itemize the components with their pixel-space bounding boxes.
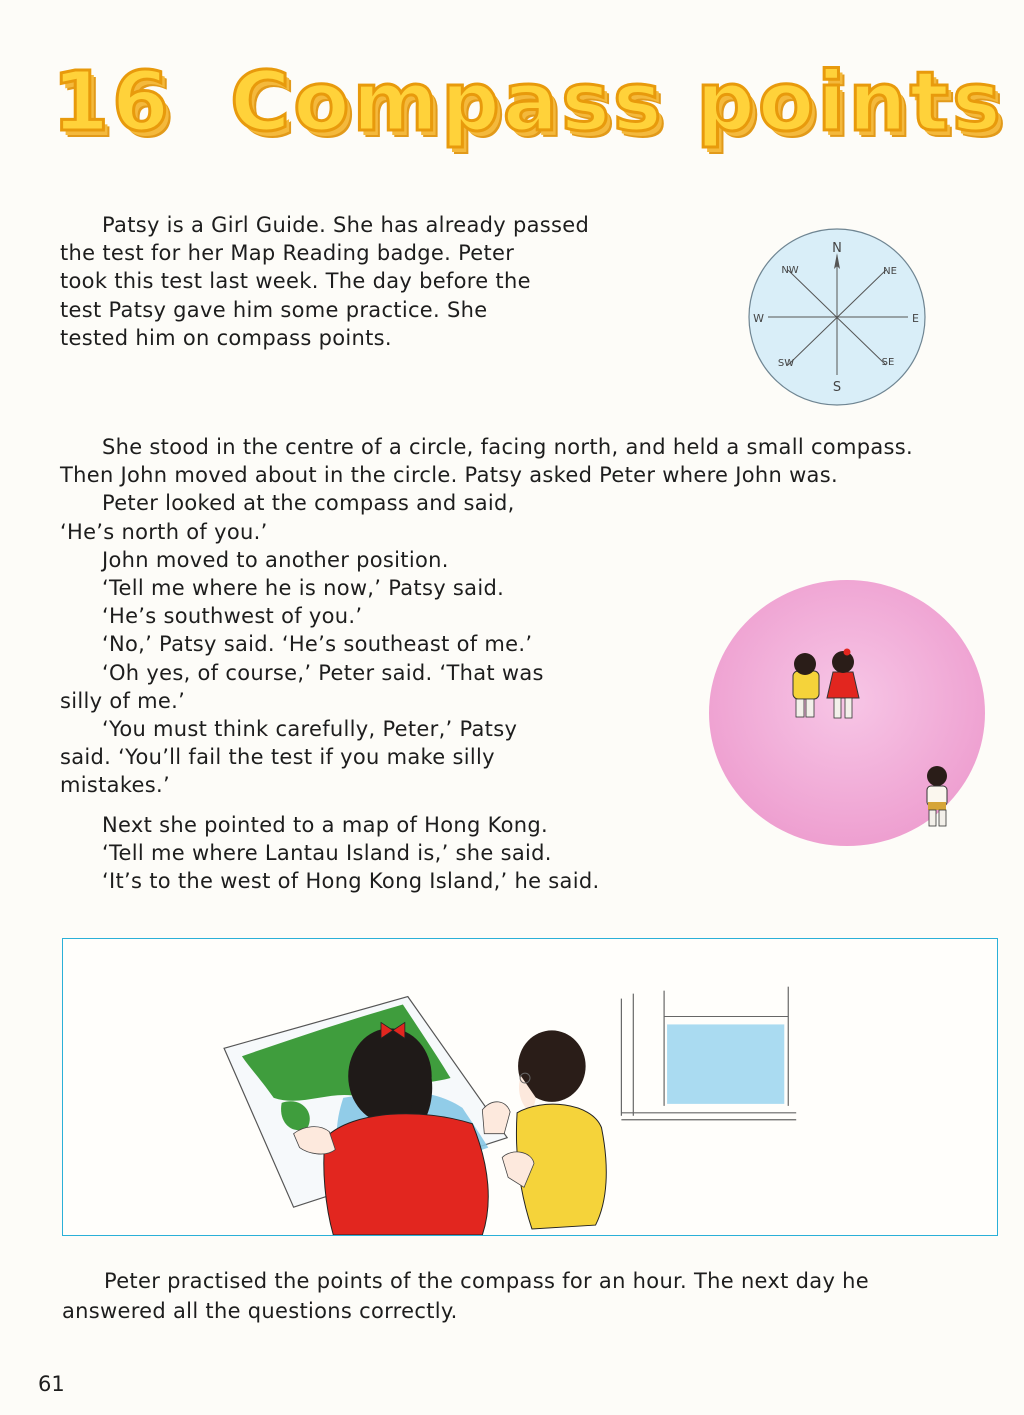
closing-paragraph (62, 1266, 869, 1326)
text-line: test Patsy gave him some practice. She (60, 297, 488, 322)
text-line: ‘Tell me where Lantau Island is,’ she said. (102, 841, 552, 866)
text-line: silly of me.’ (60, 688, 186, 713)
text-line: Next she pointed to a map of Hong Kong. (102, 813, 549, 837)
page-number: 61 (38, 1372, 65, 1396)
text-line: tested him on compass points. (60, 325, 392, 350)
text-line: ‘He’s southwest of you.’ (102, 604, 363, 629)
text-line: answered all the questions correctly. (62, 1299, 458, 1323)
chapter-number: 16 (52, 55, 173, 150)
compass-label-n: N (832, 241, 842, 256)
map-paragraph (60, 811, 599, 896)
compass-label-w: W (753, 312, 764, 325)
boy-figure-icon (502, 1030, 606, 1229)
text-line: She stood in the centre of a circle, facing north, and held a small compass. (102, 435, 913, 459)
compass-rose-illustration (740, 225, 935, 410)
text-line: took this test last week. The day before the (60, 269, 531, 294)
compass-label-nw: NW (781, 265, 799, 276)
text-line: Peter practised the points of the compass for an hour. The next day he (104, 1269, 869, 1293)
compass-label-ne: NE (883, 266, 897, 277)
text-line: Patsy is a Girl Guide. She has already passed (102, 213, 590, 237)
compass-label-sw: SW (777, 358, 795, 369)
map-reading-scene (62, 938, 998, 1236)
compass-label-s: S (832, 380, 842, 395)
text-line: the test for her Map Reading badge. Peter (60, 241, 515, 266)
pink-circle-illustration (700, 580, 1000, 860)
text-line: ‘Oh yes, of course,’ Peter said. ‘That was (102, 660, 544, 685)
text-line: Then John moved about in the circle. Patsy asked Peter where John was. (60, 463, 838, 488)
text-line: ‘You must think carefully, Peter,’ Patsy (102, 717, 518, 742)
text-line: ‘Tell me where he is now,’ Patsy said. (102, 576, 505, 601)
text-line: ‘It’s to the west of Hong Kong Island,’ he said. (102, 869, 600, 894)
compass-label-e: E (912, 312, 919, 325)
chapter-title (52, 55, 1004, 150)
text-line: John moved to another position. (102, 547, 449, 572)
text-line: Peter looked at the compass and said, (102, 491, 515, 516)
text-line: ‘No,’ Patsy said. ‘He’s southeast of me.’ (102, 632, 533, 657)
chapter-title-text: Compass points (230, 55, 1004, 150)
window-icon (621, 987, 796, 1120)
compass-label-se: SE (881, 357, 895, 368)
text-line: said. ‘You’ll fail the test if you make silly (60, 745, 495, 770)
text-line: ‘He’s north of you.’ (60, 519, 268, 544)
intro-paragraph (60, 211, 589, 352)
text-line: mistakes.’ (60, 773, 170, 798)
john-figure-icon (927, 766, 947, 826)
